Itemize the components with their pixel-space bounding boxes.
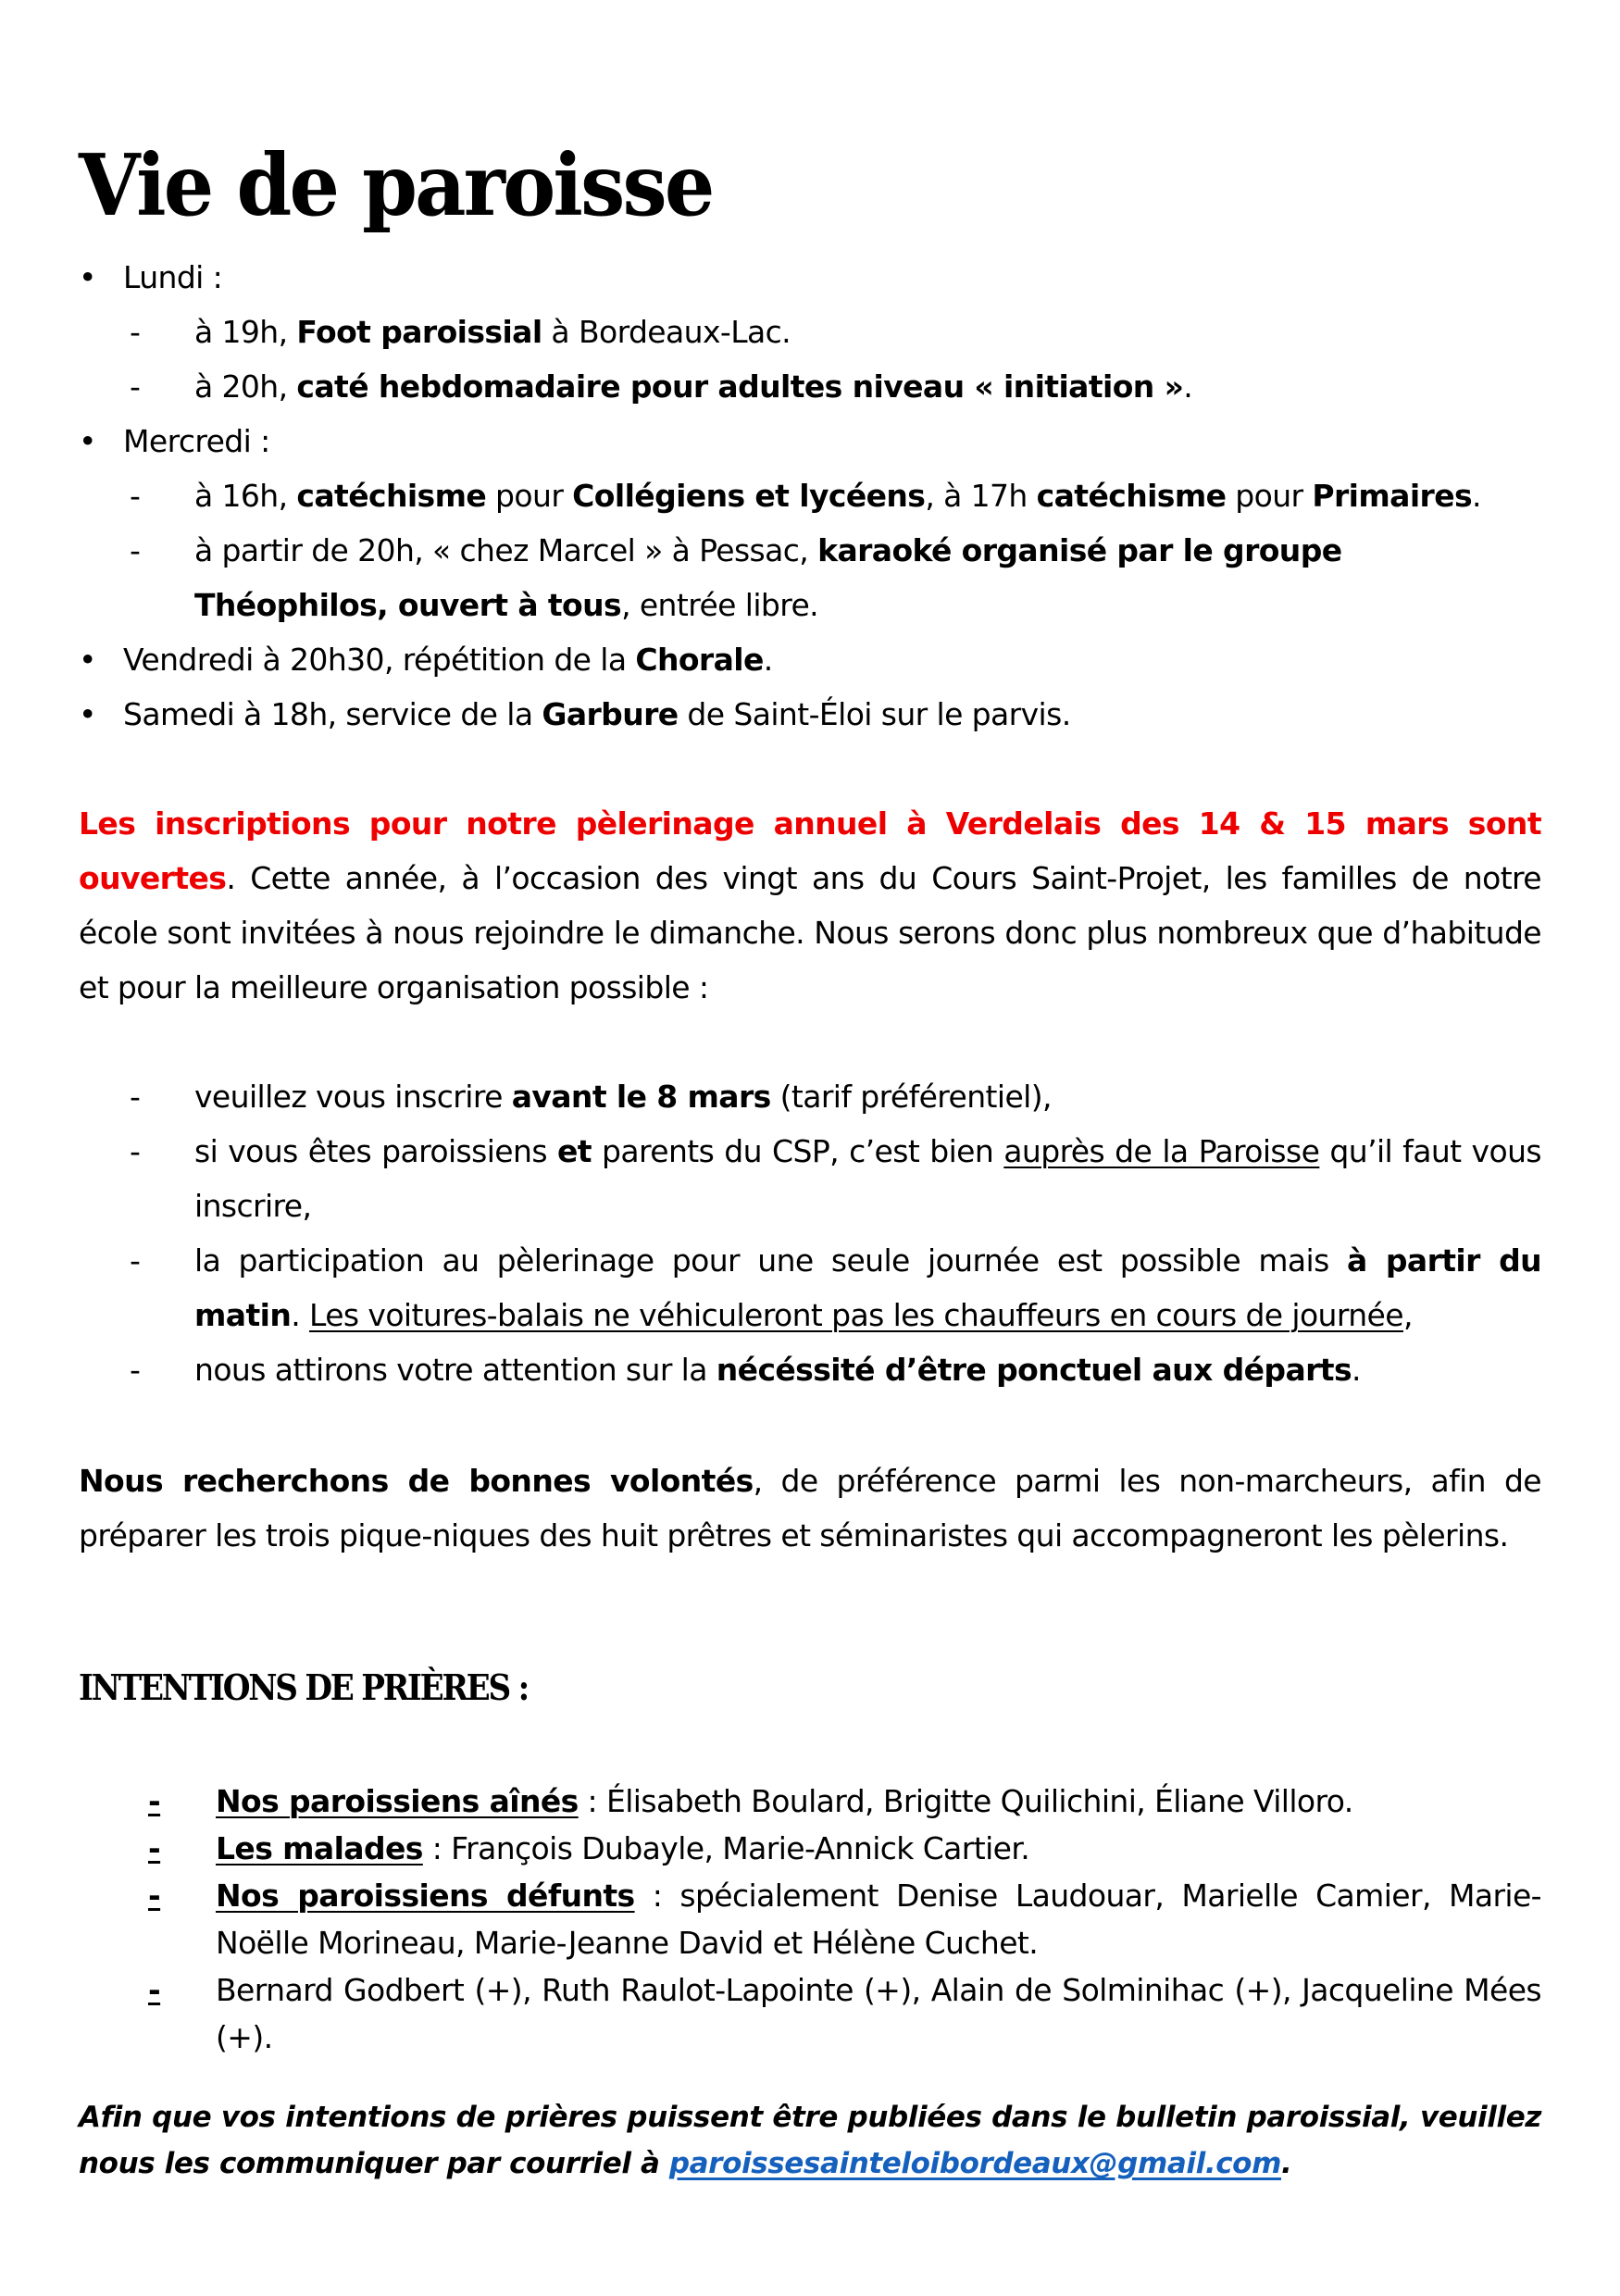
day-label: Lundi : bbox=[123, 259, 223, 295]
text: pour bbox=[486, 478, 573, 514]
text: veuillez vous inscrire bbox=[194, 1079, 512, 1115]
pilgrimage-paragraph bbox=[79, 796, 1541, 1015]
intention-names: : spécialement Denise Laudouar, Marielle Camier, Marie-Noëlle Morineau, Marie-Jeanne David et Hélène Cuchet. bbox=[216, 1878, 1541, 1961]
intention-names: : François Dubayle, Marie-Annick Cartier. bbox=[422, 1830, 1030, 1866]
text: de Saint-Éloi sur le parvis. bbox=[678, 696, 1071, 732]
event-name: catéchisme bbox=[296, 478, 487, 514]
list-item-lundi bbox=[79, 250, 1541, 305]
bullet-icon: • bbox=[79, 259, 96, 295]
text: , de préférence parmi les non-marcheurs, afin de préparer les trois pique-niques des huit prêtres et séminaristes qui accompagneront les pèlerins. bbox=[79, 1463, 1541, 1554]
schedule-list bbox=[79, 250, 1541, 742]
emphasis: et bbox=[557, 1133, 592, 1169]
bullet-icon: • bbox=[79, 642, 96, 678]
pilgrimage-instructions bbox=[79, 1069, 1541, 1397]
bullet-icon: • bbox=[79, 696, 96, 732]
event-name: Foot paroissial bbox=[296, 314, 542, 350]
intentions-heading: INTENTIONS DE PRIÈRES : bbox=[79, 1666, 528, 1708]
emphasis: nécéssité d’être ponctuel aux départs bbox=[716, 1352, 1352, 1388]
email-link[interactable]: paroissesainteloibordeaux@gmail.com bbox=[668, 2147, 1281, 2180]
text: Afin que vos intentions de prières puissent être publiées dans le bulletin paroissial, veuillez nous les communiquer par courriel à bbox=[79, 2101, 1541, 2180]
intention-names: : Élisabeth Boulard, Brigitte Quilichini, Éliane Villoro. bbox=[578, 1783, 1353, 1819]
dash-icon: - bbox=[148, 1878, 161, 1914]
dash-icon: - bbox=[130, 368, 141, 405]
list-item bbox=[79, 359, 1541, 414]
dash-icon: - bbox=[130, 314, 141, 350]
event-name: Chorale bbox=[635, 642, 764, 678]
page-title: Vie de paroisse bbox=[79, 135, 713, 235]
list-item bbox=[79, 1124, 1541, 1233]
audience: Primaires bbox=[1312, 478, 1473, 514]
event-name: caté hebdomadaire pour adultes niveau « initiation » bbox=[296, 368, 1184, 405]
text: la participation au pèlerinage pour une seule journée est possible mais bbox=[194, 1242, 1347, 1279]
text: . Cette année, à l’occasion des vingt ans du Cours Saint-Projet, les familles de notre école sont invitées à nous rejoindre le dimanche. Nous serons donc plus nombreux que d’habitude et pour la meilleure organisation possible : bbox=[79, 860, 1541, 1005]
text: Samedi à 18h, service de la bbox=[123, 696, 542, 732]
intention-category: Nos paroissiens défunts bbox=[216, 1878, 635, 1914]
pilgrimage-announcement: Les inscriptions pour notre pèlerinage annuel à Verdelais des 14 & 15 mars sont ouvertes bbox=[79, 805, 1541, 896]
text: nous attirons votre attention sur la bbox=[194, 1352, 717, 1388]
list-item-samedi bbox=[79, 687, 1541, 742]
emphasis: auprès de la Paroisse bbox=[1003, 1133, 1320, 1169]
emphasis: à partir du matin bbox=[194, 1242, 1541, 1333]
submission-note bbox=[79, 2094, 1541, 2187]
text: . bbox=[1280, 2147, 1292, 2180]
list-item bbox=[79, 468, 1541, 523]
intention-item bbox=[79, 1778, 1541, 1825]
text: . bbox=[763, 642, 773, 678]
intentions-list bbox=[79, 1778, 1541, 2061]
text: . bbox=[1472, 478, 1481, 514]
intention-names: Bernard Godbert (+), Ruth Raulot-Lapointe (+), Alain de Solminihac (+), Jacqueline Mées (+). bbox=[216, 1972, 1541, 2055]
volunteers-paragraph bbox=[79, 1454, 1541, 1563]
text: . bbox=[1352, 1352, 1361, 1388]
deadline: avant le 8 mars bbox=[511, 1079, 771, 1115]
text: , entrée libre. bbox=[621, 587, 819, 623]
text: (tarif préférentiel), bbox=[770, 1079, 1052, 1115]
list-item bbox=[79, 1342, 1541, 1397]
text: pour bbox=[1226, 478, 1313, 514]
intention-item bbox=[79, 1825, 1541, 1872]
list-item bbox=[79, 305, 1541, 359]
intention-item bbox=[79, 1872, 1541, 1966]
list-item-vendredi bbox=[79, 632, 1541, 687]
intention-category: Nos paroissiens aînés bbox=[216, 1783, 579, 1819]
audience: Collégiens et lycéens bbox=[572, 478, 926, 514]
event-name: Garbure bbox=[542, 696, 679, 732]
text: à Bordeaux-Lac. bbox=[542, 314, 791, 350]
text: parents du CSP, c’est bien bbox=[591, 1133, 1004, 1169]
text: , bbox=[1402, 1297, 1413, 1333]
list-item bbox=[79, 523, 1541, 632]
dash-icon: - bbox=[130, 478, 141, 514]
list-item-mercredi bbox=[79, 414, 1541, 468]
event-name: karaoké organisé par le groupe Théophilos, ouvert à tous bbox=[194, 532, 1342, 623]
bullet-icon: • bbox=[79, 423, 96, 459]
list-item bbox=[79, 1233, 1541, 1342]
text: qu’il faut vous inscrire, bbox=[194, 1133, 1541, 1224]
dash-icon: - bbox=[130, 1352, 141, 1388]
dash-icon: - bbox=[148, 1972, 161, 2008]
text: à 19h, bbox=[194, 314, 297, 350]
event-name: catéchisme bbox=[1036, 478, 1227, 514]
dash-icon: - bbox=[148, 1783, 161, 1819]
dash-icon: - bbox=[130, 1079, 141, 1115]
intention-category: Les malades bbox=[216, 1830, 423, 1866]
text: à partir de 20h, « chez Marcel » à Pessac, bbox=[194, 532, 818, 568]
day-label: Mercredi : bbox=[123, 423, 270, 459]
emphasis: Les voitures-balais ne véhiculeront pas les chauffeurs en cours de journée bbox=[309, 1297, 1403, 1333]
text: à 20h, bbox=[194, 368, 297, 405]
volunteers-heading: Nous recherchons de bonnes volontés bbox=[79, 1463, 754, 1499]
list-item bbox=[79, 1069, 1541, 1124]
text: à 16h, bbox=[194, 478, 297, 514]
intention-item bbox=[79, 1966, 1541, 2061]
dash-icon: - bbox=[130, 532, 141, 568]
text: si vous êtes paroissiens bbox=[194, 1133, 557, 1169]
dash-icon: - bbox=[130, 1133, 141, 1169]
text: , à 17h bbox=[925, 478, 1037, 514]
dash-icon: - bbox=[130, 1242, 141, 1279]
dash-icon: - bbox=[148, 1830, 161, 1866]
text: Vendredi à 20h30, répétition de la bbox=[123, 642, 636, 678]
text: . bbox=[1183, 368, 1193, 405]
text: . bbox=[291, 1297, 310, 1333]
